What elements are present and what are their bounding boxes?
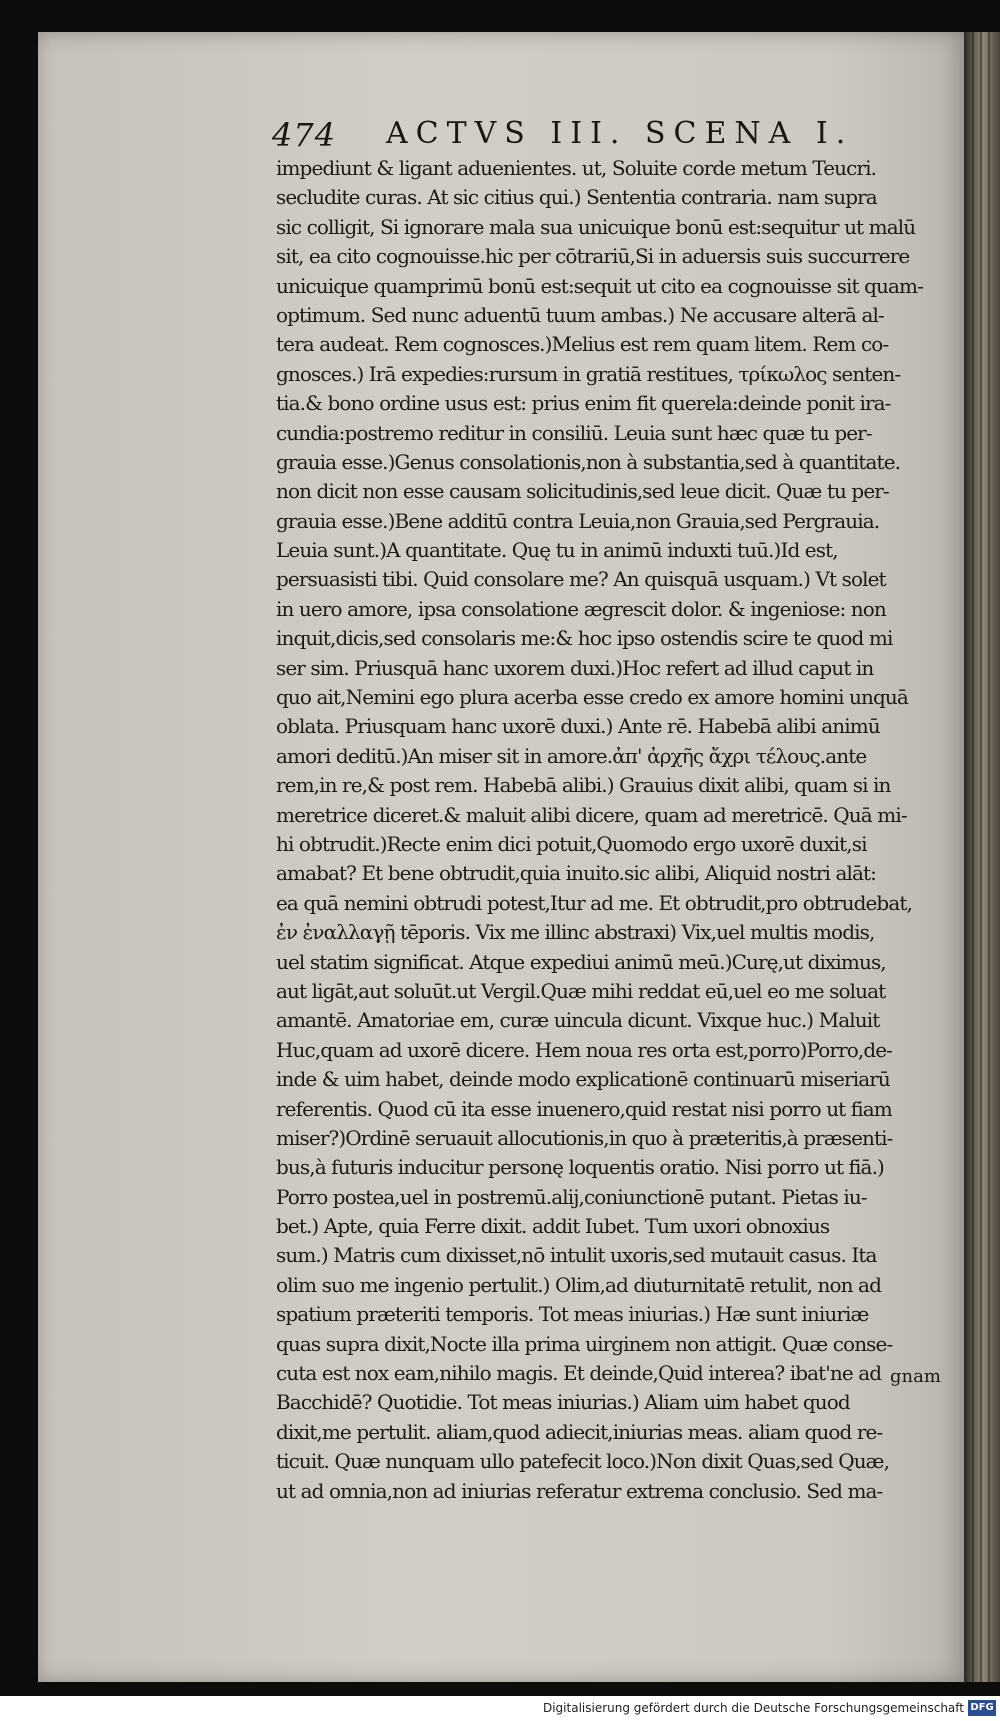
text-line: optimum. Sed nunc aduentū tuum ambas.) Ne accusare alterā al- <box>276 302 884 327</box>
text-line: sit, ea cito cognouisse.hic per cōtrariū,Si in aduersis suis succurrere <box>276 244 910 269</box>
text-line: quo ait,Nemini ego plura acerba esse credo ex amore homini unquā <box>276 685 908 710</box>
text-line: grauia esse.)Genus consolationis,non à substantia,sed à quantitate. <box>276 449 901 474</box>
funding-credit: Digitalisierung gefördert durch die Deutsche Forschungsgemeinschaft <box>542 1701 964 1715</box>
text-line: quas supra dixit,Nocte illa prima uirginem non attigit. Quæ conse- <box>276 1331 893 1356</box>
text-line: uel statim significat. Atque expediui animū meū.)Curę,ut diximus, <box>276 949 886 974</box>
text-line: Leuia sunt.)A quantitate. Quę tu in animū induxti tuū.)Id est, <box>276 538 838 563</box>
text-line: gnosces.) Irā expedies:rursum in gratiā restitues, τρίκωλος senten- <box>276 361 901 386</box>
text-line: rem,in re,& post rem. Habebā alibi.) Grauius dixit alibi, quam si in <box>276 773 891 798</box>
text-line: spatium præteriti temporis. Tot meas iniurias.) Hæ sunt iniuriæ <box>276 1302 869 1327</box>
text-line: impediunt & ligant aduenientes. ut, Soluite corde metum Teucri. <box>276 156 877 180</box>
text-line: dixit,me pertulit. aliam,quod adiecit,iniurias meas. aliam quod re- <box>276 1419 883 1444</box>
text-line: ser sim. Priusquā hanc uxorem duxi.)Hoc refert ad illud caput in <box>276 655 874 680</box>
digitization-footer <box>0 1696 1000 1721</box>
text-line: inde & uim habet, deinde modo explicationē continuarū miseriarū <box>276 1067 890 1092</box>
catchword: gnam <box>890 1366 941 1387</box>
text-line: tera audeat. Rem cognosces.)Melius est rem quam litem. Rem co- <box>276 332 889 357</box>
text-line: tia.& bono ordine usus est: prius enim fit querela:deinde ponit ira- <box>276 391 891 416</box>
page-edge-line <box>972 32 974 1682</box>
page-header <box>272 112 912 158</box>
page-edge-line <box>988 32 990 1682</box>
text-line: amabat? Et bene obtrudit,quia inuito.sic alibi, Aliquid nostri alāt: <box>276 861 876 886</box>
text-line: meretrice diceret.& maluit alibi dicere, quam ad meretricē. Quā mi- <box>276 802 907 827</box>
text-line: ea quā nemini obtrudi potest,Itur ad me. Et obtrudit,pro obtrudebat, <box>276 890 912 915</box>
text-line: sum.) Matris cum dixisset,nō intulit uxoris,sed mutauit casus. Ita <box>276 1243 877 1268</box>
text-line: sic colligit, Si ignorare mala sua unicuique bonū est:sequitur ut malū <box>276 214 916 239</box>
text-line: olim suo me ingenio pertulit.) Olim,ad diuturnitatē retulit, non ad <box>276 1272 881 1297</box>
text-line: unicuique quamprimū bonū est:sequit ut cito ea cognouisse sit quam- <box>276 273 923 298</box>
text-line: secludite curas. At sic citius qui.) Sententia contraria. nam supra <box>276 185 877 210</box>
text-line: Huc,quam ad uxorē dicere. Hem noua res orta est,porro)Porro,de- <box>276 1037 893 1062</box>
page-edge-stack <box>964 32 1000 1682</box>
commentary-text-block <box>276 154 942 1506</box>
text-line: bet.) Apte, quia Ferre dixit. addit Iubet. Tum uxori obnoxius <box>276 1214 830 1239</box>
text-line: aut ligāt,aut soluūt.ut Vergil.Quæ mihi reddat eū,uel eo me soluat <box>276 978 886 1003</box>
page-edge-line <box>980 32 982 1682</box>
text-line: cuta est nox eam,nihilo magis. Et deinde,Quid interea? ibat'ne ad <box>276 1361 882 1386</box>
text-line: referentis. Quod cū ita esse inuenero,quid restat nisi porro ut fiam <box>276 1096 892 1121</box>
text-line: Porro postea,uel in postremū.alij,coniunctionē putant. Pietas iu- <box>276 1184 867 1209</box>
text-line: hi obtrudit.)Recte enim dici potuit,Quomodo ergo uxorē duxit,si <box>276 831 867 856</box>
text-line: oblata. Priusquam hanc uxorē duxi.) Ante rē. Habebā alibi animū <box>276 714 880 739</box>
dfg-logo: DFG <box>968 1700 996 1716</box>
text-line: cundia:postremo reditur in consiliū. Leuia sunt hæc quæ tu per- <box>276 420 872 445</box>
text-line: in uero amore, ipsa consolatione ægrescit dolor. & ingeniose: non <box>276 596 886 621</box>
text-line: inquit,dicis,sed consolaris me:& hoc ipso ostendis scire te quod mi <box>276 626 893 651</box>
text-line: Bacchidē? Quotidie. Tot meas iniurias.) Aliam uim habet quod <box>276 1390 850 1415</box>
text-line: grauia esse.)Bene additū contra Leuia,non Grauia,sed Pergrauia. <box>276 508 880 533</box>
text-line: bus,à futuris inducitur personę loquentis oratio. Nisi porro ut fiā.) <box>276 1155 884 1180</box>
text-line: amantē. Amatoriae em, curæ uincula dicunt. Vixque huc.) Maluit <box>276 1008 880 1033</box>
text-line: ut ad omnia,non ad iniurias referatur extrema conclusio. Sed ma- <box>276 1478 883 1503</box>
text-line: miser?)Ordinē seruauit allocutionis,in quo à præteritis,à præsenti- <box>276 1125 893 1150</box>
running-title: ACTVS III. SCENA I. <box>386 116 854 151</box>
text-line: non dicit non esse causam solicitudinis,sed leue dicit. Quæ tu per- <box>276 479 889 504</box>
text-line: ticuit. Quæ nunquam ullo patefecit loco.)Non dixit Quas,sed Quæ, <box>276 1449 890 1474</box>
text-line: ἐν ἐναλλαγῇ tēporis. Vix me illinc abstraxi) Vix,uel multis modis, <box>276 920 875 945</box>
text-line: amori deditū.)An miser sit in amore.ἀπ' ἀρχῆς ἄχρι τέλους.ante <box>276 743 867 768</box>
text-line: persuasisti tibi. Quid consolare me? An quisquā usquam.) Vt solet <box>276 567 886 592</box>
page-number: 474 <box>272 116 337 154</box>
